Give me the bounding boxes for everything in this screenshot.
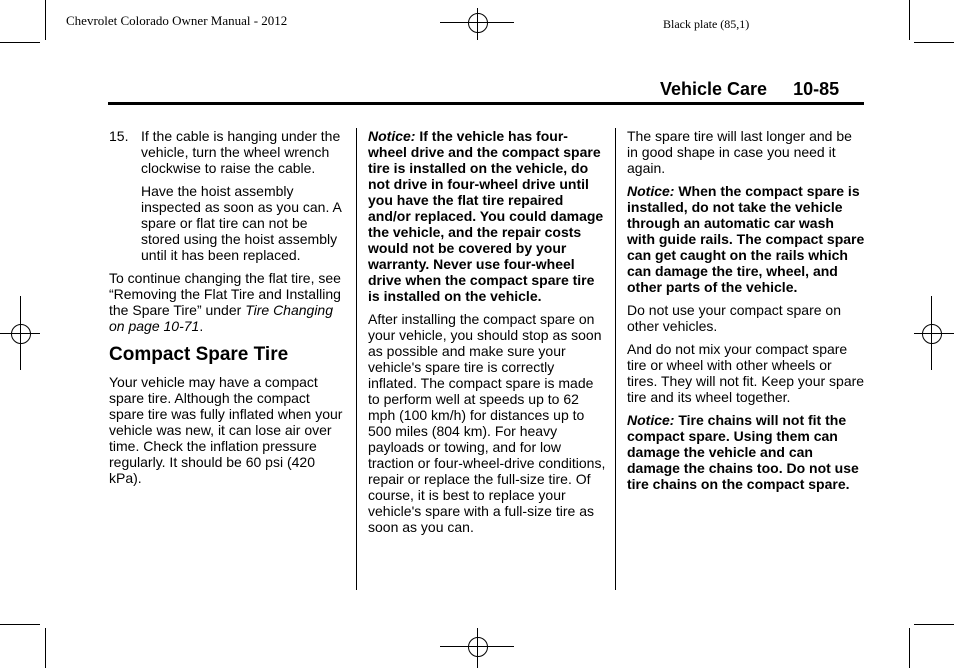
step-15 bbox=[109, 128, 345, 176]
notice-text: When the compact spare is installed, do not take the vehicle through an automatic car wash with guide rails. The compact spare can get caught on the rails which can damage the tire, wheel, and other parts of the vehicle. bbox=[627, 183, 865, 295]
notice-4wd bbox=[368, 128, 606, 304]
spare-speed-paragraph: After installing the compact spare on your vehicle, you should stop as soon as possible and make sure your vehicle's spare tire is correctly inflated. The compact spare is made to perform well at speeds up to 62 mph (100 km/h) for distances up to 500 miles (804 km). For heavy payloads or towing, and for low traction or four-wheel-drive conditions, repair or replace the full-size tire. Of course, it is best to replace your vehicle's spare with a full-size tire as soon as you can. bbox=[368, 311, 606, 535]
paragraph-other-vehicles: Do not use your compact spare on other vehicles. bbox=[627, 302, 842, 334]
section-heading: Compact Spare Tire bbox=[109, 344, 289, 365]
section-title: Vehicle Care bbox=[660, 79, 768, 99]
crop-mark-bottom-right-v bbox=[909, 628, 910, 668]
page-header bbox=[660, 79, 839, 100]
step-number: 15. bbox=[109, 128, 129, 144]
manual-title: Chevrolet Colorado Owner Manual - 2012 bbox=[66, 13, 288, 28]
crop-mark-top-left-v bbox=[45, 0, 46, 40]
notice-label: Notice: bbox=[368, 128, 416, 144]
notice-label: Notice: bbox=[627, 412, 675, 428]
crop-mark-top-right-h bbox=[914, 42, 954, 43]
paragraph-last-longer: The spare tire will last longer and be in good shape in case you need it again. bbox=[627, 128, 852, 176]
column-2 bbox=[368, 128, 606, 542]
notice-text: Tire chains will not fit the compact spare. Using them can damage the vehicle and can damage the chains too. Do not use tire chains on the compact spare. bbox=[627, 412, 859, 492]
crop-mark-bottom-right-h bbox=[914, 624, 954, 625]
step-note: Have the hoist assembly inspected as soon as you can. A spare or flat tire can not be stored using the hoist assembly until it has been replaced. bbox=[141, 183, 342, 263]
notice-label: Notice: bbox=[627, 183, 675, 199]
column-1 bbox=[109, 128, 345, 493]
plate-label: Black plate (85,1) bbox=[663, 17, 750, 31]
crop-mark-bottom-left-v bbox=[45, 628, 46, 668]
step-text: If the cable is hanging under the vehicle, turn the wheel wrench clockwise to raise the cable. bbox=[141, 128, 341, 176]
continue-paragraph bbox=[109, 270, 345, 334]
column-3 bbox=[627, 128, 865, 499]
notice-tire-chains bbox=[627, 412, 865, 492]
cross-reference-link[interactable]: Tire Changing on page 10-71 bbox=[109, 302, 334, 334]
crop-mark-top-right-v bbox=[909, 0, 910, 40]
header-rule bbox=[108, 102, 864, 105]
column-divider-2 bbox=[615, 128, 616, 590]
crop-mark-top-left-h bbox=[0, 42, 40, 43]
page-number: 10-85 bbox=[793, 79, 840, 99]
intro-paragraph: Your vehicle may have a compact spare tire. Although the compact spare tire was fully inflated when your vehicle was new, it can lose air over time. Check the inflation pressure regularly. It should be 60 psi (420 kPa). bbox=[109, 374, 343, 486]
column-divider-1 bbox=[356, 128, 357, 590]
paragraph-do-not-mix: And do not mix your compact spare tire or wheel with other wheels or tires. They will not fit. Keep your spare tire and its wheel together. bbox=[627, 341, 865, 405]
notice-car-wash bbox=[627, 183, 865, 295]
crop-mark-bottom-left-h bbox=[0, 624, 40, 625]
notice-text: If the vehicle has four-wheel drive and the compact spare tire is installed on the vehicle, do not drive in four-wheel drive until you have the flat tire repaired and/or replaced. You could damage the vehicle, and the repair costs would not be covered by your warranty. Never use four-wheel drive when the compact spare tire is installed on the vehicle. bbox=[368, 128, 604, 304]
continue-end: . bbox=[199, 318, 204, 334]
continue-text: To continue changing the flat tire, see “Removing the Flat Tire and Installing the Spare Tire” under bbox=[109, 270, 341, 318]
